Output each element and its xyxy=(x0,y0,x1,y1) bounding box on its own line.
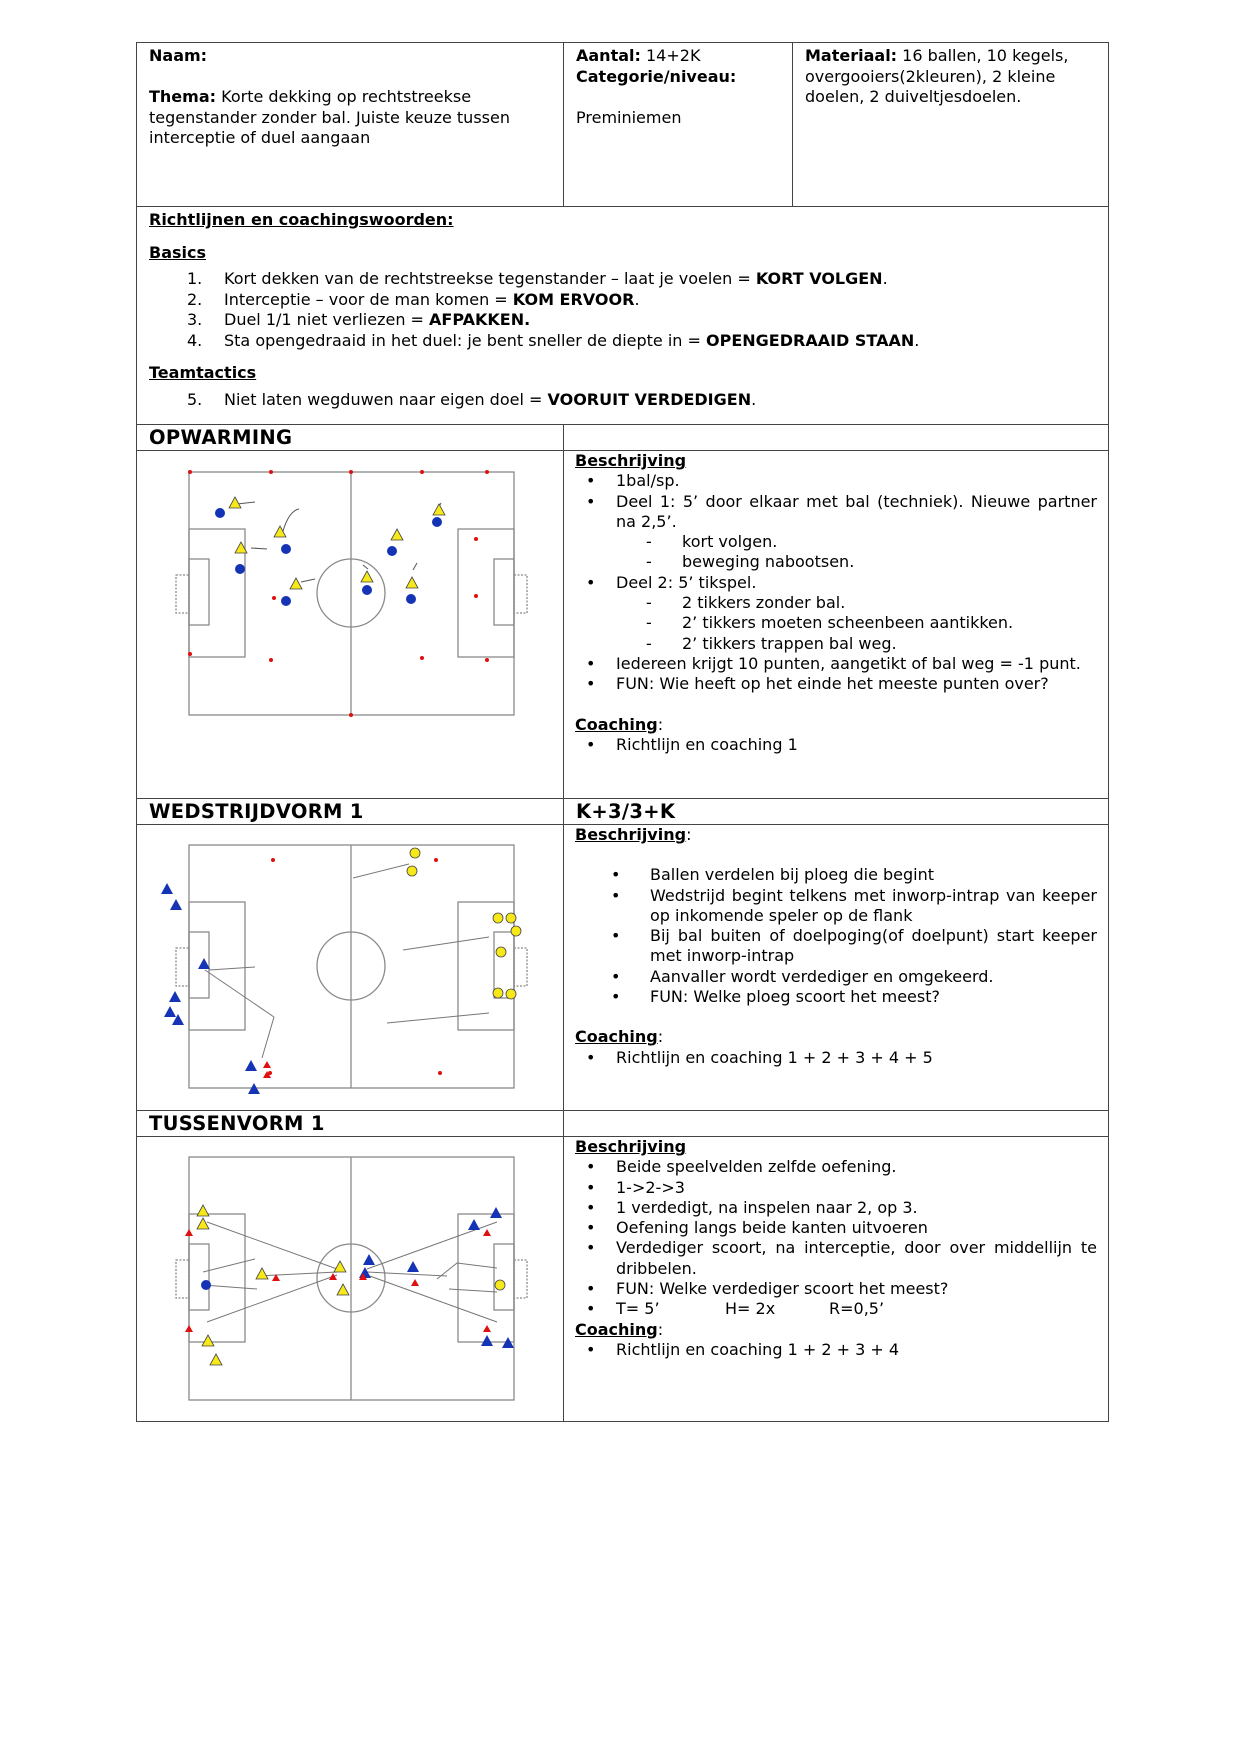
wedstrijdvorm-row xyxy=(137,825,1109,1111)
tussenvorm-header-row xyxy=(137,1111,1109,1137)
list-subitem: - kort volgen. xyxy=(575,532,1097,552)
list-item: • Ballen verdelen bij ploeg die begint xyxy=(575,865,1097,885)
list-item: • 1bal/sp. xyxy=(575,471,1097,491)
coaching-item: • Richtlijn en coaching 1 xyxy=(575,735,1097,755)
tussenvorm-coaching-title: Coaching xyxy=(575,1319,658,1339)
wedstrijdvorm-description: Beschrijving: • Ballen verdelen bij ploeg die begint • Wedstrijd begint telkens met inworp-intrap van keeper op inkomende speler op de flank • Bij bal buiten of doelpoging(of doelpunt) start keeper met inworp-intrap • Aanvaller wordt verdediger en omgekeerd. • FUN: Welke ploeg scoort het meest? Coaching: • Richtlijn en coaching 1 + 2 + 3 + 4 + 5 xyxy=(564,825,1109,1111)
list-item: • Bij bal buiten of doelpoging(of doelpunt) start keeper met inworp-intrap xyxy=(575,926,1097,967)
basics-title: Basics xyxy=(149,242,207,262)
materiaal-value: 16 ballen, 10 kegels, overgooiers(2kleuren), 2 kleine doelen, 2 duiveltjesdoelen. xyxy=(805,46,1069,106)
guidelines-cell xyxy=(137,207,1109,425)
wedstrijdvorm-coaching-title: Coaching xyxy=(575,1027,658,1047)
naam-label: Naam: xyxy=(149,46,208,65)
thema-text: Korte dekking op rechtstreekse tegenstander zonder bal. Juiste keuze tussen interceptie of duel aangaan xyxy=(149,87,510,147)
guidelines-title: Richtlijnen en coachingswoorden: xyxy=(149,210,454,229)
list-item: • Deel 1: 5’ door elkaar met bal (techniek). Nieuwe partner na 2,5’. xyxy=(575,492,1097,533)
basics-item: 3. Duel 1/1 niet verliezen = AFPAKKEN. xyxy=(187,310,531,329)
list-subitem: - 2 tikkers zonder bal. xyxy=(575,593,1097,613)
training-sheet xyxy=(136,42,1108,1422)
timing-t: T= 5’ xyxy=(616,1299,660,1319)
list-item: • Wedstrijd begint telkens met inworp-intrap van keeper op inkomende speler op de flank xyxy=(575,886,1097,927)
list-item: • 1->2->3 xyxy=(575,1178,1097,1198)
materiaal-cell xyxy=(793,43,1109,207)
wedstrijdvorm-field-diagram xyxy=(137,825,563,1110)
timing-r: R=0,5’ xyxy=(829,1299,885,1319)
categorie-value: Preminiemen xyxy=(576,107,682,127)
tussenvorm-desc-title: Beschrijving xyxy=(575,1137,687,1156)
wedstrijdvorm-header-row xyxy=(137,799,1109,825)
basics-list xyxy=(187,269,1096,351)
tussenvorm-right-title xyxy=(564,1111,1109,1137)
thema xyxy=(149,87,551,149)
coaching-item: • Richtlijn en coaching 1 + 2 + 3 + 4 xyxy=(575,1340,1097,1360)
teamtactics-list xyxy=(187,390,1096,411)
tussenvorm-diagram-cell xyxy=(137,1137,564,1422)
aantal-value: 14+2K xyxy=(646,46,701,65)
list-item: • Beide speelvelden zelfde oefening. xyxy=(575,1157,1097,1177)
header-row xyxy=(137,43,1109,207)
wedstrijdvorm-desc-title: Beschrijving xyxy=(575,825,687,844)
wedstrijdvorm-right-title: K+3/3+K xyxy=(564,799,1109,825)
coaching-item: • Richtlijn en coaching 1 + 2 + 3 + 4 + 5 xyxy=(575,1048,1097,1068)
materiaal-label: Materiaal: xyxy=(805,46,898,65)
list-item: • FUN: Wie heeft op het einde het meeste punten over? xyxy=(575,674,1097,694)
list-subitem: - 2’ tikkers moeten scheenbeen aantikken. xyxy=(575,613,1097,633)
opwarming-description: Beschrijving • 1bal/sp. • Deel 1: 5’ door elkaar met bal (techniek). Nieuwe partner na 2,5’. - kort volgen. - beweging nabootsen. • Deel 2: 5’ tikspel. - 2 tikkers zonder bal. - 2’ tikkers moeten scheenbeen aantikken. - 2’ tikkers trappen bal weg. • Iedereen krijgt 10 punten, aangetikt of bal weg = -1 punt. • FUN: Wie heeft op het einde het meeste punten over? Coaching: • Richtlijn en coaching 1 xyxy=(564,451,1109,799)
list-subitem: - beweging nabootsen. xyxy=(575,552,1097,572)
thema-label: Thema: xyxy=(149,87,217,106)
tussenvorm-list xyxy=(575,1157,1097,1319)
basics-item: 2. Interceptie – voor de man komen = KOM ERVOOR. xyxy=(187,289,640,309)
opwarming-coaching-title: Coaching xyxy=(575,714,658,734)
list-item: • Iedereen krijgt 10 punten, aangetikt of bal weg = -1 punt. xyxy=(575,654,1097,674)
list-item: • FUN: Welke ploeg scoort het meest? xyxy=(575,987,1097,1007)
wedstrijdvorm-title: WEDSTRIJDVORM 1 xyxy=(137,799,564,825)
teamtactics-item: 5. Niet laten wegduwen naar eigen doel = VOORUIT VERDEDIGEN. xyxy=(187,389,757,409)
opwarming-diagram-cell xyxy=(137,451,564,799)
list-item: • FUN: Welke verdediger scoort het meest? xyxy=(575,1279,1097,1299)
list-item: • Deel 2: 5’ tikspel. xyxy=(575,573,1097,593)
basics-item: 4. Sta opengedraaid in het duel: je bent sneller de diepte in = OPENGEDRAAID STAAN. xyxy=(187,330,920,350)
opwarming-right-title xyxy=(564,425,1109,451)
list-subitem: - 2’ tikkers trappen bal weg. xyxy=(575,634,1097,654)
opwarming-title: OPWARMING xyxy=(137,425,564,451)
tussenvorm-description: Beschrijving • Beide speelvelden zelfde oefening. • 1->2->3 • 1 verdedigt, na inspelen naar 2, op 3. • Oefening langs beide kanten uitvoeren • Verdediger scoort, na interceptie, door over middellijn te dribbelen. • FUN: Welke verdediger scoort het meest? • T= 5’ H= 2x R=0,5’ Coaching: • Richtlijn en coaching 1 + 2 + 3 + 4 xyxy=(564,1137,1109,1422)
opwarming-field-diagram xyxy=(137,451,563,798)
opwarming-list xyxy=(575,471,1097,694)
list-item: • Verdediger scoort, na interceptie, door over middellijn te dribbelen. xyxy=(575,1238,1097,1279)
timing-item xyxy=(575,1299,1097,1319)
opwarming-row xyxy=(137,451,1109,799)
tussenvorm-title: TUSSENVORM 1 xyxy=(137,1111,564,1137)
tussenvorm-row xyxy=(137,1137,1109,1422)
timing-h: H= 2x xyxy=(725,1299,776,1319)
list-item: • Oefening langs beide kanten uitvoeren xyxy=(575,1218,1097,1238)
naam-cell xyxy=(137,43,564,207)
wedstrijdvorm-diagram-cell xyxy=(137,825,564,1111)
wedstrijdvorm-list xyxy=(575,865,1097,1007)
tussenvorm-field-diagram xyxy=(137,1137,563,1421)
aantal-label: Aantal: xyxy=(576,46,641,65)
training-table xyxy=(136,42,1109,1422)
basics-item: 1. Kort dekken van de rechtstreekse tegenstander – laat je voelen = KORT VOLGEN. xyxy=(187,269,888,288)
opwarming-desc-title: Beschrijving xyxy=(575,451,687,470)
categorie-label: Categorie/niveau: xyxy=(576,66,737,86)
list-item: • 1 verdedigt, na inspelen naar 2, op 3. xyxy=(575,1198,1097,1218)
guidelines-row xyxy=(137,207,1109,425)
aantal-cell xyxy=(564,43,793,207)
teamtactics-title: Teamtactics xyxy=(149,363,257,382)
list-item: • Aanvaller wordt verdediger en omgekeerd. xyxy=(575,967,1097,987)
opwarming-header-row xyxy=(137,425,1109,451)
